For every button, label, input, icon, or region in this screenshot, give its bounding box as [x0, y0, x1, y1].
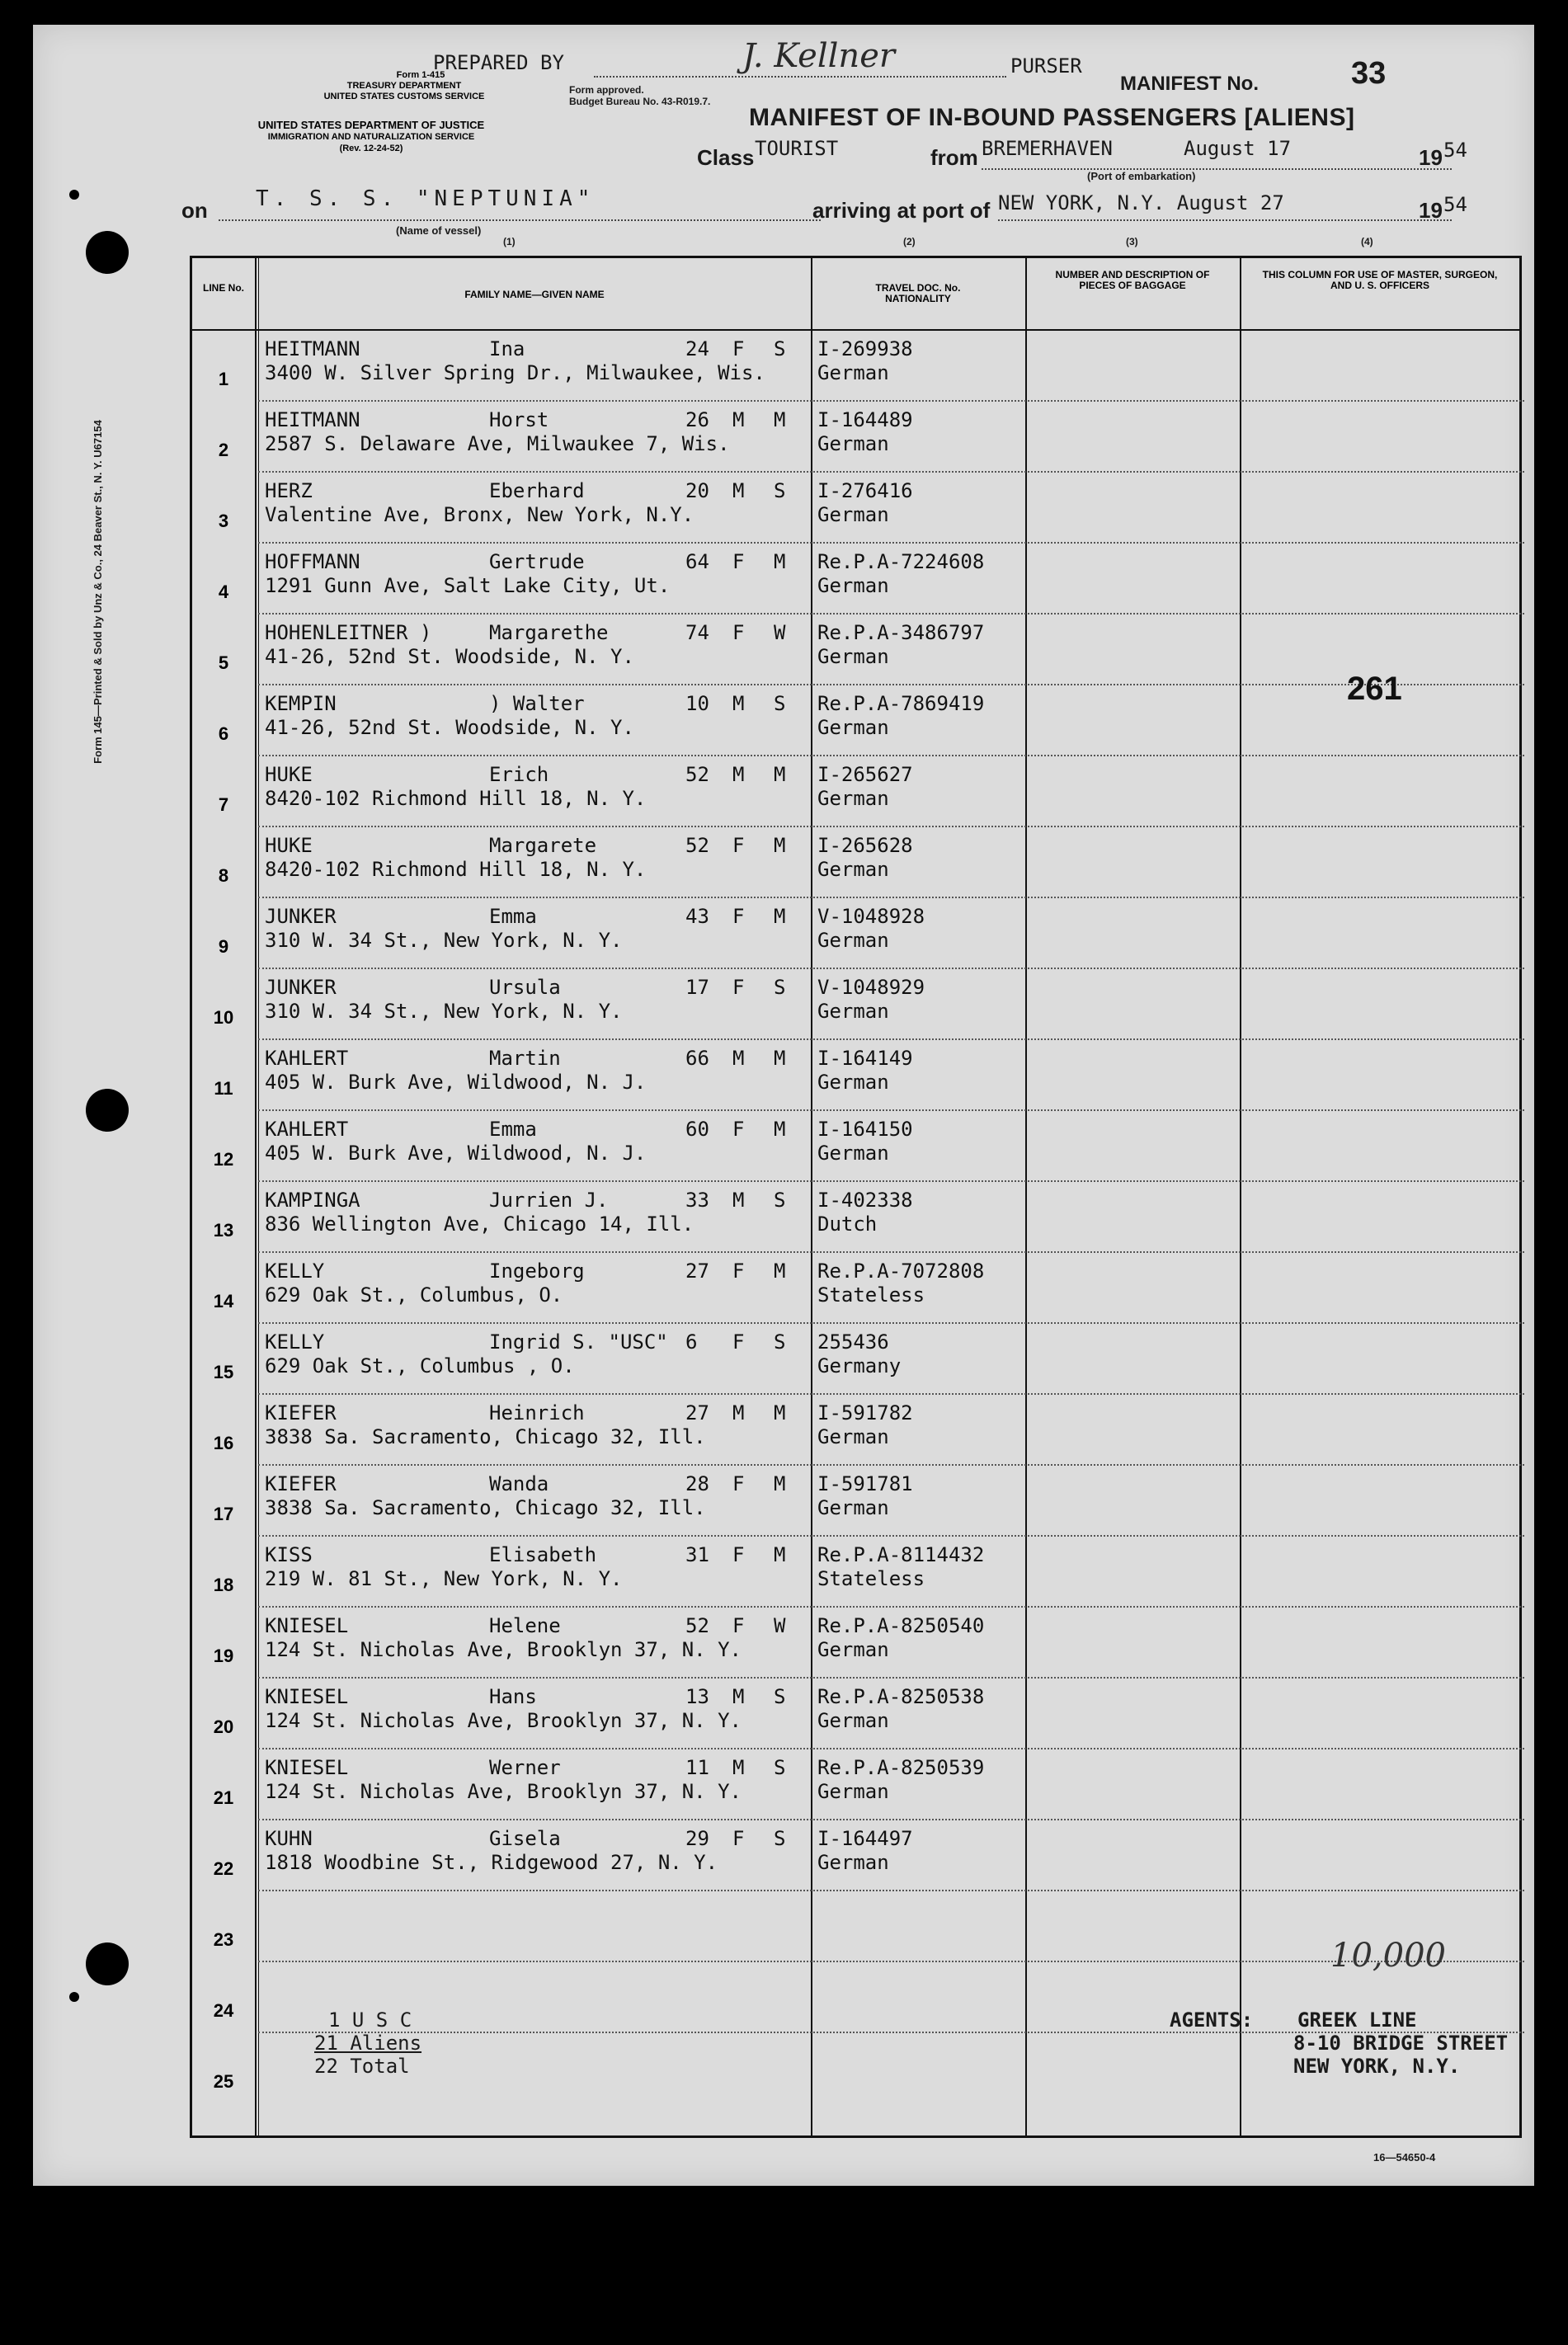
passenger-sex: M: [732, 408, 745, 431]
from-year: 54: [1443, 139, 1467, 162]
passenger-given-name: Gertrude: [489, 550, 585, 573]
table-row: [192, 1606, 1524, 1677]
travel-doc-number: Re.P.A-8250540: [817, 1614, 985, 1637]
passenger-given-name: Wanda: [489, 1472, 549, 1495]
passenger-surname: HERZ: [265, 479, 313, 502]
nationality: German: [817, 1000, 889, 1023]
nationality: Dutch: [817, 1213, 878, 1236]
table-row: [192, 1819, 1524, 1890]
passenger-address: 41-26, 52nd St. Woodside, N. Y.: [265, 716, 634, 739]
handwritten-note: 10,000: [1330, 1937, 1446, 1975]
line-number: 2: [218, 440, 229, 460]
nationality: German: [817, 1071, 889, 1094]
customs-service: UNITED STATES CUSTOMS SERVICE: [323, 92, 485, 101]
table-row: [192, 684, 1524, 755]
nationality: German: [817, 503, 889, 526]
passenger-surname: KNIESEL: [265, 1685, 349, 1708]
passenger-address: 1818 Woodbine St., Ridgewood 27, N. Y.: [265, 1851, 718, 1874]
passenger-sex: M: [732, 1047, 745, 1070]
passenger-address: 1291 Gunn Ave, Salt Lake City, Ut.: [265, 574, 671, 597]
passenger-address: 8420-102 Richmond Hill 18, N. Y.: [265, 787, 647, 810]
line-number: 10: [213, 1007, 234, 1028]
col-header-officers: THIS COLUMN FOR USE OF MASTER, SURGEON, AND U. S. OFFICERS: [1262, 269, 1498, 291]
nationality: German: [817, 1709, 889, 1732]
line-number: 16: [213, 1433, 234, 1453]
passenger-marital-status: S: [774, 1330, 786, 1354]
line-number: 11: [214, 1078, 233, 1099]
manifest-no: 33: [1351, 56, 1387, 91]
passenger-surname: KAHLERT: [265, 1118, 349, 1141]
arrival-port: NEW YORK, N.Y. August 27: [998, 191, 1284, 214]
travel-doc-number: Re.P.A-8250539: [817, 1756, 985, 1779]
col-num-3: (3): [1126, 236, 1138, 247]
table-row: [192, 1464, 1524, 1535]
punch-hole-small: [69, 1992, 79, 2002]
from-port: BREMERHAVEN: [982, 137, 1113, 160]
passenger-marital-status: S: [774, 337, 786, 360]
agent-line-2: 8-10 BRIDGE STREET: [1293, 2032, 1509, 2055]
nationality: German: [817, 858, 889, 881]
passenger-surname: KELLY: [265, 1330, 325, 1354]
travel-doc-number: Re.P.A-7224608: [817, 550, 985, 573]
travel-doc-number: I-269938: [817, 337, 913, 360]
line-number: 19: [213, 1646, 234, 1666]
line-number: 22: [213, 1858, 234, 1879]
passenger-given-name: Helene: [489, 1614, 561, 1637]
passenger-sex: M: [732, 1685, 745, 1708]
passenger-sex: F: [732, 1827, 745, 1850]
passenger-sex: F: [732, 976, 745, 999]
passenger-given-name: Jurrien J.: [489, 1189, 609, 1212]
signature-line: [594, 76, 1006, 78]
table-row: [192, 613, 1524, 684]
line-number: 12: [213, 1149, 234, 1170]
manifest-page: [33, 25, 1534, 2186]
line-number: 17: [213, 1504, 234, 1524]
footer-code: 16—54650-4: [1373, 2151, 1436, 2164]
line-number: 5: [218, 652, 229, 673]
line-number: 3: [218, 511, 229, 531]
passenger-sex: M: [732, 479, 745, 502]
punch-hole: [86, 231, 129, 274]
passenger-marital-status: M: [774, 1401, 786, 1424]
passenger-age: 13: [685, 1685, 709, 1708]
from-line: [982, 168, 1452, 170]
passenger-surname: JUNKER: [265, 905, 337, 928]
passenger-given-name: Erich: [489, 763, 549, 786]
line-number: 14: [213, 1291, 234, 1311]
class-label: Class: [697, 145, 755, 170]
passenger-surname: KISS: [265, 1543, 313, 1566]
table-row: [192, 1109, 1524, 1180]
officer-stamp: 261: [1347, 671, 1402, 707]
passenger-given-name: Eberhard: [489, 479, 585, 502]
nationality: German: [817, 1780, 889, 1803]
passenger-age: 24: [685, 337, 709, 360]
passenger-marital-status: W: [774, 1614, 786, 1637]
passenger-sex: F: [732, 550, 745, 573]
passenger-marital-status: M: [774, 905, 786, 928]
passenger-address: 405 W. Burk Ave, Wildwood, N. J.: [265, 1142, 647, 1165]
passenger-marital-status: M: [774, 1543, 786, 1566]
nationality: German: [817, 1638, 889, 1661]
line-number: 8: [218, 865, 229, 886]
passenger-sex: F: [732, 1330, 745, 1354]
passenger-age: 10: [685, 692, 709, 715]
class-value: TOURIST: [755, 137, 839, 160]
travel-doc-number: I-164489: [817, 408, 913, 431]
line-number: 18: [213, 1575, 234, 1595]
on-label: on: [181, 198, 208, 223]
passenger-sex: F: [732, 1260, 745, 1283]
passenger-marital-status: M: [774, 550, 786, 573]
punch-hole: [86, 1089, 129, 1132]
passenger-sex: F: [732, 337, 745, 360]
vessel-caption: (Name of vessel): [396, 224, 482, 237]
table-row: [192, 1535, 1524, 1606]
line-number: 21: [213, 1787, 234, 1808]
col-num-1: (1): [503, 236, 516, 247]
passenger-given-name: Martin: [489, 1047, 561, 1070]
total-count: 22 Total: [314, 2055, 410, 2078]
form-number: Form 1-415: [396, 70, 445, 80]
justice-dept: UNITED STATES DEPARTMENT OF JUSTICE: [257, 119, 485, 131]
vessel-name: T. S. S. "NEPTUNIA": [256, 186, 596, 211]
table-row: [192, 968, 1524, 1038]
total-usc: 1 U S C: [328, 2008, 412, 2032]
passenger-given-name: Emma: [489, 1118, 537, 1141]
table-row: [192, 400, 1524, 471]
passenger-marital-status: S: [774, 1756, 786, 1779]
nationality: German: [817, 1496, 889, 1519]
passenger-age: 33: [685, 1189, 709, 1212]
passenger-address: 3400 W. Silver Spring Dr., Milwaukee, Wis.: [265, 361, 765, 384]
passenger-address: Valentine Ave, Bronx, New York, N.Y.: [265, 503, 695, 526]
passenger-address: 310 W. 34 St., New York, N. Y.: [265, 1000, 623, 1023]
passenger-given-name: Ursula: [489, 976, 561, 999]
table-row: [192, 826, 1524, 897]
side-print-text: Form 145—Printed & Sold by Unz & Co., 24 Beaver St., N. Y. U67154: [91, 420, 104, 764]
passenger-sex: M: [732, 763, 745, 786]
passenger-surname: KIEFER: [265, 1401, 337, 1424]
passenger-marital-status: M: [774, 1118, 786, 1141]
passenger-age: 26: [685, 408, 709, 431]
port-embarkation-caption: (Port of embarkation): [1087, 170, 1196, 182]
revision: (Rev. 12-24-52): [339, 144, 403, 153]
nationality: German: [817, 1142, 889, 1165]
travel-doc-number: V-1048929: [817, 976, 925, 999]
nationality: German: [817, 716, 889, 739]
line-number: 7: [218, 794, 229, 815]
table-row: [192, 1393, 1524, 1464]
passenger-age: 52: [685, 763, 709, 786]
col-num-4: (4): [1361, 236, 1373, 247]
passenger-given-name: ) Walter: [489, 692, 585, 715]
form-approved: Form approved.: [569, 84, 644, 96]
arriving-label: arriving at port of: [812, 198, 991, 223]
immigration-service: IMMIGRATION AND NATURALIZATION SERVICE: [267, 132, 475, 142]
travel-doc-number: Re.P.A-3486797: [817, 621, 985, 644]
passenger-marital-status: S: [774, 692, 786, 715]
passenger-sex: F: [732, 1472, 745, 1495]
passenger-address: 3838 Sa. Sacramento, Chicago 32, Ill.: [265, 1496, 706, 1519]
nationality: German: [817, 432, 889, 455]
passenger-age: 43: [685, 905, 709, 928]
passenger-surname: KNIESEL: [265, 1614, 349, 1637]
passenger-surname: JUNKER: [265, 976, 337, 999]
passenger-address: 629 Oak St., Columbus , O.: [265, 1354, 575, 1377]
nationality: German: [817, 1425, 889, 1448]
passenger-sex: M: [732, 692, 745, 715]
passenger-given-name: Ina: [489, 337, 525, 360]
line-number: 4: [218, 582, 229, 602]
passenger-marital-status: M: [774, 1260, 786, 1283]
line-number: 13: [213, 1220, 234, 1241]
nationality: German: [817, 574, 889, 597]
passenger-age: 74: [685, 621, 709, 644]
passenger-address: 405 W. Burk Ave, Wildwood, N. J.: [265, 1071, 647, 1094]
passenger-age: 27: [685, 1260, 709, 1283]
passenger-address: 8420-102 Richmond Hill 18, N. Y.: [265, 858, 647, 881]
passenger-sex: M: [732, 1189, 745, 1212]
passenger-age: 60: [685, 1118, 709, 1141]
passenger-given-name: Margarethe: [489, 621, 609, 644]
passenger-marital-status: M: [774, 834, 786, 857]
table-row: [192, 329, 1524, 400]
passenger-given-name: Margarete: [489, 834, 597, 857]
passenger-surname: HEITMANN: [265, 337, 360, 360]
line-number: 15: [213, 1362, 234, 1382]
table-row-empty: [192, 1890, 1524, 1961]
passenger-sex: F: [732, 1614, 745, 1637]
passenger-sex: F: [732, 834, 745, 857]
passenger-address: 629 Oak St., Columbus, O.: [265, 1283, 563, 1307]
table-row: [192, 471, 1524, 542]
col-header-travel-doc: TRAVEL DOC. No. NATIONALITY: [875, 282, 961, 304]
table-row: [192, 1038, 1524, 1109]
passenger-address: 124 St. Nicholas Ave, Brooklyn 37, N. Y.: [265, 1709, 742, 1732]
travel-doc-number: Re.P.A-8114432: [817, 1543, 985, 1566]
passenger-given-name: Elisabeth: [489, 1543, 597, 1566]
col-header-baggage: NUMBER AND DESCRIPTION OF PIECES OF BAGGAGE: [1055, 269, 1210, 291]
from-year-label: 19: [1419, 145, 1443, 170]
punch-hole: [86, 1942, 129, 1985]
passenger-given-name: Ingeborg: [489, 1260, 585, 1283]
passenger-age: 27: [685, 1401, 709, 1424]
passenger-address: 310 W. 34 St., New York, N. Y.: [265, 929, 623, 952]
line-number: 20: [213, 1716, 234, 1737]
passenger-marital-status: S: [774, 1189, 786, 1212]
passenger-sex: M: [732, 1401, 745, 1424]
line-number: 25: [213, 2071, 234, 2092]
passenger-sex: M: [732, 1756, 745, 1779]
passenger-sex: F: [732, 1118, 745, 1141]
nationality: Stateless: [817, 1283, 925, 1307]
nationality: German: [817, 929, 889, 952]
passenger-marital-status: M: [774, 408, 786, 431]
line-number: 23: [213, 1929, 234, 1950]
passenger-address: 124 St. Nicholas Ave, Brooklyn 37, N. Y.: [265, 1780, 742, 1803]
budget-bureau: Budget Bureau No. 43-R019.7.: [569, 96, 711, 107]
travel-doc-number: I-164497: [817, 1827, 913, 1850]
agent-line-1: GREEK LINE: [1297, 2008, 1417, 2032]
line-number: 6: [218, 723, 229, 744]
passenger-surname: HUKE: [265, 834, 313, 857]
travel-doc-number: I-265627: [817, 763, 913, 786]
travel-doc-number: 255436: [817, 1330, 889, 1354]
total-aliens: 21 Aliens: [314, 2032, 422, 2055]
arrival-year-label: 19: [1419, 198, 1443, 223]
treasury-dept: TREASURY DEPARTMENT: [346, 81, 462, 91]
travel-doc-number: I-164149: [817, 1047, 913, 1070]
travel-doc-number: I-591782: [817, 1401, 913, 1424]
passenger-marital-status: M: [774, 1047, 786, 1070]
travel-doc-number: Re.P.A-7072808: [817, 1260, 985, 1283]
travel-doc-number: I-265628: [817, 834, 913, 857]
travel-doc-number: V-1048928: [817, 905, 925, 928]
line-number: 1: [218, 369, 229, 389]
punch-hole-small: [69, 190, 79, 200]
passenger-age: 20: [685, 479, 709, 502]
passenger-address: 836 Wellington Ave, Chicago 14, Ill.: [265, 1213, 695, 1236]
travel-doc-number: I-591781: [817, 1472, 913, 1495]
passenger-given-name: Heinrich: [489, 1401, 585, 1424]
prepared-by-signature: J. Kellner: [742, 37, 895, 75]
travel-doc-number: I-402338: [817, 1189, 913, 1212]
passenger-surname: HOHENLEITNER ): [265, 621, 432, 644]
passenger-given-name: Emma: [489, 905, 537, 928]
nationality: German: [817, 1851, 889, 1874]
passenger-marital-status: M: [774, 1472, 786, 1495]
col-num-2: (2): [903, 236, 916, 247]
table-row: [192, 1322, 1524, 1393]
passenger-marital-status: S: [774, 976, 786, 999]
manifest-no-label: MANIFEST No.: [1120, 73, 1259, 95]
passenger-age: 31: [685, 1543, 709, 1566]
nationality: German: [817, 645, 889, 668]
passenger-given-name: Horst: [489, 408, 549, 431]
passenger-address: 2587 S. Delaware Ave, Milwaukee 7, Wis.: [265, 432, 730, 455]
passenger-age: 64: [685, 550, 709, 573]
col-header-line-no: LINE No.: [203, 282, 244, 294]
passenger-sex: F: [732, 1543, 745, 1566]
table-row: [192, 1748, 1524, 1819]
passenger-surname: KELLY: [265, 1260, 325, 1283]
manifest-title: MANIFEST OF IN-BOUND PASSENGERS [ALIENS]: [749, 104, 1355, 131]
table-row: [192, 1180, 1524, 1251]
from-label: from: [930, 145, 978, 170]
table-row: [192, 542, 1524, 613]
passenger-age: 28: [685, 1472, 709, 1495]
passenger-address: 41-26, 52nd St. Woodside, N. Y.: [265, 645, 634, 668]
passenger-age: 11: [685, 1756, 709, 1779]
nationality: Germany: [817, 1354, 902, 1377]
arrival-line: [998, 219, 1452, 221]
passenger-marital-status: W: [774, 621, 786, 644]
agent-line-3: NEW YORK, N.Y.: [1293, 2055, 1461, 2078]
line-number: 9: [218, 936, 229, 957]
travel-doc-number: I-276416: [817, 479, 913, 502]
passenger-surname: KNIESEL: [265, 1756, 349, 1779]
col-header-name: FAMILY NAME—GIVEN NAME: [464, 289, 605, 300]
passenger-marital-status: S: [774, 1827, 786, 1850]
passenger-age: 52: [685, 834, 709, 857]
travel-doc-number: Re.P.A-7869419: [817, 692, 985, 715]
passenger-age: 17: [685, 976, 709, 999]
passenger-given-name: Ingrid S. "USC": [489, 1330, 668, 1354]
table-row: [192, 1677, 1524, 1748]
passenger-age: 52: [685, 1614, 709, 1637]
passenger-sex: F: [732, 621, 745, 644]
passenger-marital-status: S: [774, 479, 786, 502]
passenger-given-name: Hans: [489, 1685, 537, 1708]
travel-doc-number: I-164150: [817, 1118, 913, 1141]
passenger-surname: KUHN: [265, 1827, 313, 1850]
passenger-age: 66: [685, 1047, 709, 1070]
passenger-address: 124 St. Nicholas Ave, Brooklyn 37, N. Y.: [265, 1638, 742, 1661]
purser-label: PURSER: [1010, 54, 1082, 78]
passenger-surname: KIEFER: [265, 1472, 337, 1495]
passenger-sex: F: [732, 905, 745, 928]
table-row: [192, 897, 1524, 968]
vessel-line: [219, 219, 821, 221]
manifest-table: [190, 256, 1522, 2138]
table-row: [192, 1251, 1524, 1322]
passenger-marital-status: M: [774, 763, 786, 786]
passenger-surname: HEITMANN: [265, 408, 360, 431]
passenger-marital-status: S: [774, 1685, 786, 1708]
passenger-given-name: Werner: [489, 1756, 561, 1779]
prepared-by-label: PREPARED BY: [433, 51, 564, 74]
passenger-address: 219 W. 81 St., New York, N. Y.: [265, 1567, 623, 1590]
arrival-year: 54: [1443, 193, 1467, 216]
passenger-address: 3838 Sa. Sacramento, Chicago 32, Ill.: [265, 1425, 706, 1448]
nationality: German: [817, 361, 889, 384]
passenger-surname: KAHLERT: [265, 1047, 349, 1070]
passenger-given-name: Gisela: [489, 1827, 561, 1850]
from-date: August 17: [1184, 137, 1292, 160]
passenger-surname: KAMPINGA: [265, 1189, 360, 1212]
line-number: 24: [213, 2000, 234, 2021]
travel-doc-number: Re.P.A-8250538: [817, 1685, 985, 1708]
passenger-age: 29: [685, 1827, 709, 1850]
nationality: Stateless: [817, 1567, 925, 1590]
passenger-surname: HUKE: [265, 763, 313, 786]
agents-label: AGENTS:: [1170, 2008, 1254, 2032]
passenger-surname: KEMPIN: [265, 692, 337, 715]
nationality: German: [817, 787, 889, 810]
passenger-surname: HOFFMANN: [265, 550, 360, 573]
passenger-age: 6: [685, 1330, 698, 1354]
table-row: [192, 755, 1524, 826]
